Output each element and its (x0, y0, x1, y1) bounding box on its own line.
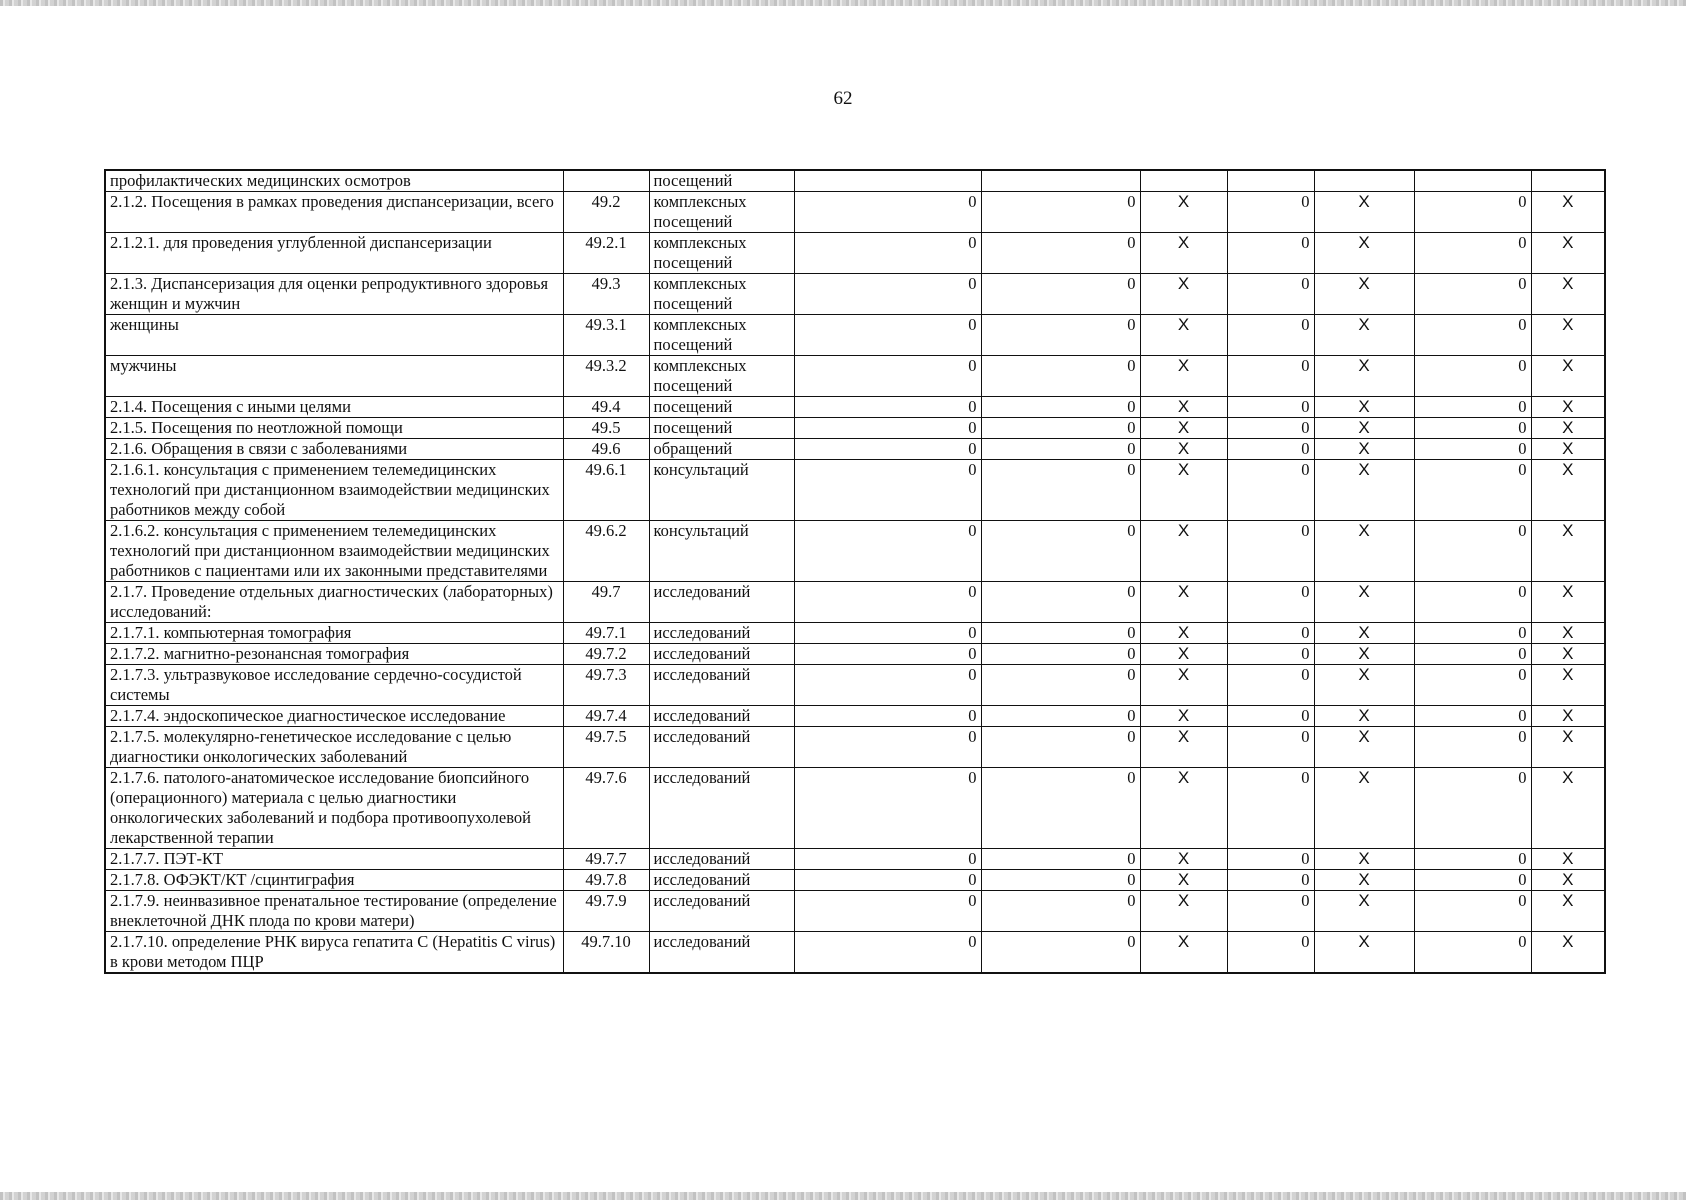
row-code-cell: 49.3.2 (563, 356, 649, 397)
table-row (105, 192, 1605, 233)
row-name-cell: 2.1.6.1. консультация с применением телемедицинских технологий при дистанционном взаимодействии медицинских работников между собой (105, 460, 563, 521)
row-value-2-cell: 0 (981, 418, 1140, 439)
row-value-5-cell: X (1314, 849, 1414, 870)
row-unit-cell: посещений (649, 397, 794, 418)
row-name-cell: 2.1.7.6. патолого-анатомическое исследование биопсийного (операционного) материала с целью диагностики онкологических заболеваний и подбора противоопухолевой лекарственной терапии (105, 768, 563, 849)
table-row (105, 623, 1605, 644)
row-value-1-cell: 0 (794, 418, 981, 439)
row-value-7-cell: X (1531, 870, 1605, 891)
row-value-5-cell: X (1314, 644, 1414, 665)
row-unit-cell: комплексных посещений (649, 192, 794, 233)
row-value-4-cell: 0 (1227, 439, 1314, 460)
scan-edge-top (0, 0, 1686, 6)
row-value-3-cell: X (1140, 315, 1227, 356)
row-value-5-cell: X (1314, 727, 1414, 768)
row-value-7-cell: X (1531, 768, 1605, 849)
row-unit-cell: исследований (649, 582, 794, 623)
row-name-cell: 2.1.7.10. определение РНК вируса гепатита С (Hepatitis C virus) в крови методом ПЦР (105, 932, 563, 974)
row-code-cell: 49.6.1 (563, 460, 649, 521)
row-value-3-cell: X (1140, 274, 1227, 315)
row-name-cell: 2.1.7.8. ОФЭКТ/КТ /сцинтиграфия (105, 870, 563, 891)
table-row (105, 460, 1605, 521)
table-row (105, 356, 1605, 397)
row-value-7-cell: X (1531, 233, 1605, 274)
row-code-cell: 49.5 (563, 418, 649, 439)
row-value-2-cell: 0 (981, 727, 1140, 768)
row-value-7-cell: X (1531, 192, 1605, 233)
row-value-1-cell: 0 (794, 932, 981, 974)
row-value-7-cell: X (1531, 665, 1605, 706)
row-unit-cell: исследований (649, 849, 794, 870)
table-row (105, 397, 1605, 418)
table-row (105, 644, 1605, 665)
row-value-1-cell: 0 (794, 706, 981, 727)
row-unit-cell: консультаций (649, 521, 794, 582)
row-unit-cell: исследований (649, 727, 794, 768)
row-unit-cell: исследований (649, 665, 794, 706)
row-value-4-cell (1227, 170, 1314, 192)
table-row (105, 665, 1605, 706)
row-unit-cell: посещений (649, 418, 794, 439)
row-value-6-cell: 0 (1414, 891, 1531, 932)
row-value-2-cell: 0 (981, 397, 1140, 418)
row-value-3-cell: X (1140, 233, 1227, 274)
row-unit-cell: консультаций (649, 460, 794, 521)
row-value-6-cell: 0 (1414, 233, 1531, 274)
row-unit-cell: исследований (649, 932, 794, 974)
table-row (105, 521, 1605, 582)
row-name-cell: 2.1.7.7. ПЭТ-КТ (105, 849, 563, 870)
row-value-4-cell: 0 (1227, 706, 1314, 727)
row-code-cell: 49.7.9 (563, 891, 649, 932)
row-value-5-cell: X (1314, 870, 1414, 891)
row-value-1-cell: 0 (794, 870, 981, 891)
row-value-7-cell: X (1531, 727, 1605, 768)
table-row (105, 870, 1605, 891)
row-name-cell: 2.1.4. Посещения с иными целями (105, 397, 563, 418)
row-code-cell: 49.3 (563, 274, 649, 315)
row-value-4-cell: 0 (1227, 356, 1314, 397)
row-value-6-cell: 0 (1414, 706, 1531, 727)
row-value-6-cell: 0 (1414, 274, 1531, 315)
row-value-6-cell: 0 (1414, 932, 1531, 974)
row-value-3-cell: X (1140, 623, 1227, 644)
row-value-1-cell: 0 (794, 192, 981, 233)
row-value-7-cell: X (1531, 644, 1605, 665)
row-value-5-cell: X (1314, 397, 1414, 418)
row-value-7-cell: X (1531, 460, 1605, 521)
row-value-2-cell: 0 (981, 274, 1140, 315)
row-value-1-cell: 0 (794, 274, 981, 315)
row-value-7-cell: X (1531, 315, 1605, 356)
row-value-1-cell: 0 (794, 727, 981, 768)
row-value-3-cell: X (1140, 891, 1227, 932)
row-value-7-cell: X (1531, 439, 1605, 460)
row-value-6-cell: 0 (1414, 356, 1531, 397)
row-unit-cell: обращений (649, 439, 794, 460)
row-unit-cell: комплексных посещений (649, 356, 794, 397)
row-value-2-cell: 0 (981, 644, 1140, 665)
row-value-3-cell: X (1140, 460, 1227, 521)
row-value-6-cell: 0 (1414, 644, 1531, 665)
row-code-cell: 49.6 (563, 439, 649, 460)
row-code-cell: 49.7 (563, 582, 649, 623)
row-value-4-cell: 0 (1227, 849, 1314, 870)
row-value-3-cell: X (1140, 582, 1227, 623)
row-value-2-cell: 0 (981, 460, 1140, 521)
table-row (105, 315, 1605, 356)
row-unit-cell: исследований (649, 768, 794, 849)
row-code-cell: 49.7.10 (563, 932, 649, 974)
row-name-cell: 2.1.5. Посещения по неотложной помощи (105, 418, 563, 439)
row-unit-cell: исследований (649, 623, 794, 644)
row-unit-cell: комплексных посещений (649, 233, 794, 274)
row-name-cell: 2.1.7.3. ультразвуковое исследование сердечно-сосудистой системы (105, 665, 563, 706)
row-code-cell: 49.6.2 (563, 521, 649, 582)
row-code-cell: 49.7.4 (563, 706, 649, 727)
row-value-7-cell: X (1531, 891, 1605, 932)
row-value-4-cell: 0 (1227, 644, 1314, 665)
row-value-1-cell: 0 (794, 768, 981, 849)
row-value-7-cell (1531, 170, 1605, 192)
row-value-5-cell: X (1314, 932, 1414, 974)
row-name-cell: 2.1.7.1. компьютерная томография (105, 623, 563, 644)
row-value-1-cell: 0 (794, 460, 981, 521)
row-value-2-cell: 0 (981, 870, 1140, 891)
row-unit-cell: комплексных посещений (649, 315, 794, 356)
row-name-cell: профилактических медицинских осмотров (105, 170, 563, 192)
row-value-3-cell: X (1140, 521, 1227, 582)
row-value-2-cell: 0 (981, 623, 1140, 644)
row-value-4-cell: 0 (1227, 768, 1314, 849)
row-value-3-cell: X (1140, 439, 1227, 460)
row-value-4-cell: 0 (1227, 521, 1314, 582)
row-value-2-cell: 0 (981, 768, 1140, 849)
row-value-3-cell: X (1140, 192, 1227, 233)
row-name-cell: 2.1.7.9. неинвазивное пренатальное тестирование (определение внеклеточной ДНК плода по крови матери) (105, 891, 563, 932)
row-value-5-cell: X (1314, 891, 1414, 932)
row-value-1-cell: 0 (794, 623, 981, 644)
row-value-3-cell: X (1140, 644, 1227, 665)
row-unit-cell: комплексных посещений (649, 274, 794, 315)
row-code-cell: 49.7.2 (563, 644, 649, 665)
row-value-2-cell: 0 (981, 356, 1140, 397)
row-value-6-cell: 0 (1414, 460, 1531, 521)
row-value-2-cell: 0 (981, 192, 1140, 233)
row-value-7-cell: X (1531, 356, 1605, 397)
row-value-5-cell: X (1314, 439, 1414, 460)
table-row (105, 418, 1605, 439)
row-value-5-cell: X (1314, 418, 1414, 439)
row-unit-cell: посещений (649, 170, 794, 192)
row-value-1-cell: 0 (794, 891, 981, 932)
row-value-2-cell: 0 (981, 315, 1140, 356)
row-value-4-cell: 0 (1227, 397, 1314, 418)
scan-edge-bottom (0, 1192, 1686, 1200)
row-name-cell: 2.1.2.1. для проведения углубленной диспансеризации (105, 233, 563, 274)
row-value-4-cell: 0 (1227, 623, 1314, 644)
row-value-7-cell: X (1531, 582, 1605, 623)
row-value-4-cell: 0 (1227, 870, 1314, 891)
row-unit-cell: исследований (649, 706, 794, 727)
row-value-5-cell: X (1314, 274, 1414, 315)
row-value-2-cell: 0 (981, 582, 1140, 623)
row-value-7-cell: X (1531, 623, 1605, 644)
row-name-cell: 2.1.7. Проведение отдельных диагностических (лабораторных) исследований: (105, 582, 563, 623)
table-row (105, 233, 1605, 274)
row-value-5-cell: X (1314, 521, 1414, 582)
row-value-4-cell: 0 (1227, 192, 1314, 233)
row-value-1-cell: 0 (794, 356, 981, 397)
table-row (105, 582, 1605, 623)
row-code-cell: 49.4 (563, 397, 649, 418)
row-value-1-cell (794, 170, 981, 192)
row-value-1-cell: 0 (794, 397, 981, 418)
row-code-cell: 49.7.5 (563, 727, 649, 768)
table-row (105, 170, 1605, 192)
row-value-6-cell: 0 (1414, 315, 1531, 356)
row-value-7-cell: X (1531, 932, 1605, 974)
row-value-2-cell: 0 (981, 932, 1140, 974)
row-value-1-cell: 0 (794, 582, 981, 623)
row-value-6-cell: 0 (1414, 768, 1531, 849)
row-value-5-cell: X (1314, 582, 1414, 623)
row-value-2-cell: 0 (981, 849, 1140, 870)
row-value-7-cell: X (1531, 397, 1605, 418)
row-value-3-cell: X (1140, 932, 1227, 974)
row-name-cell: 2.1.7.2. магнитно-резонансная томография (105, 644, 563, 665)
row-value-4-cell: 0 (1227, 274, 1314, 315)
row-value-1-cell: 0 (794, 849, 981, 870)
row-unit-cell: исследований (649, 891, 794, 932)
row-value-5-cell: X (1314, 665, 1414, 706)
row-name-cell: 2.1.7.4. эндоскопическое диагностическое исследование (105, 706, 563, 727)
row-value-7-cell: X (1531, 418, 1605, 439)
row-value-6-cell: 0 (1414, 623, 1531, 644)
row-value-5-cell (1314, 170, 1414, 192)
table-row (105, 768, 1605, 849)
row-code-cell: 49.7.3 (563, 665, 649, 706)
row-value-5-cell: X (1314, 768, 1414, 849)
page-number: 62 (833, 88, 853, 109)
row-value-1-cell: 0 (794, 644, 981, 665)
row-value-1-cell: 0 (794, 233, 981, 274)
row-code-cell: 49.7.7 (563, 849, 649, 870)
row-value-6-cell: 0 (1414, 727, 1531, 768)
row-value-2-cell: 0 (981, 521, 1140, 582)
table-row (105, 274, 1605, 315)
row-value-4-cell: 0 (1227, 665, 1314, 706)
row-value-5-cell: X (1314, 623, 1414, 644)
row-value-3-cell: X (1140, 768, 1227, 849)
row-value-7-cell: X (1531, 521, 1605, 582)
data-table (104, 169, 1606, 974)
row-name-cell: 2.1.6.2. консультация с применением телемедицинских технологий при дистанционном взаимодействии медицинских работников с пациентами или их законными представителями (105, 521, 563, 582)
row-value-1-cell: 0 (794, 315, 981, 356)
row-value-6-cell: 0 (1414, 439, 1531, 460)
row-value-6-cell (1414, 170, 1531, 192)
row-value-4-cell: 0 (1227, 891, 1314, 932)
row-value-2-cell: 0 (981, 665, 1140, 706)
row-value-6-cell: 0 (1414, 582, 1531, 623)
row-code-cell: 49.3.1 (563, 315, 649, 356)
row-unit-cell: исследований (649, 870, 794, 891)
row-value-5-cell: X (1314, 706, 1414, 727)
row-name-cell: мужчины (105, 356, 563, 397)
row-value-3-cell (1140, 170, 1227, 192)
row-value-6-cell: 0 (1414, 849, 1531, 870)
row-value-3-cell: X (1140, 706, 1227, 727)
table-row (105, 727, 1605, 768)
row-value-2-cell: 0 (981, 706, 1140, 727)
row-value-3-cell: X (1140, 665, 1227, 706)
table-row (105, 706, 1605, 727)
row-unit-cell: исследований (649, 644, 794, 665)
row-value-4-cell: 0 (1227, 582, 1314, 623)
row-value-5-cell: X (1314, 460, 1414, 521)
row-name-cell: 2.1.2. Посещения в рамках проведения диспансеризации, всего (105, 192, 563, 233)
row-value-7-cell: X (1531, 274, 1605, 315)
row-value-3-cell: X (1140, 356, 1227, 397)
table-row (105, 891, 1605, 932)
row-value-4-cell: 0 (1227, 315, 1314, 356)
row-value-6-cell: 0 (1414, 665, 1531, 706)
row-name-cell: 2.1.3. Диспансеризация для оценки репродуктивного здоровья женщин и мужчин (105, 274, 563, 315)
row-code-cell: 49.7.6 (563, 768, 649, 849)
row-value-2-cell (981, 170, 1140, 192)
row-value-5-cell: X (1314, 233, 1414, 274)
row-value-7-cell: X (1531, 706, 1605, 727)
row-value-6-cell: 0 (1414, 192, 1531, 233)
row-value-1-cell: 0 (794, 521, 981, 582)
row-value-3-cell: X (1140, 418, 1227, 439)
row-value-4-cell: 0 (1227, 418, 1314, 439)
row-value-3-cell: X (1140, 849, 1227, 870)
row-value-6-cell: 0 (1414, 521, 1531, 582)
row-value-6-cell: 0 (1414, 418, 1531, 439)
row-value-4-cell: 0 (1227, 727, 1314, 768)
row-value-1-cell: 0 (794, 665, 981, 706)
row-value-6-cell: 0 (1414, 397, 1531, 418)
row-value-2-cell: 0 (981, 233, 1140, 274)
table-row (105, 932, 1605, 974)
row-code-cell: 49.7.8 (563, 870, 649, 891)
table-row (105, 849, 1605, 870)
row-value-4-cell: 0 (1227, 460, 1314, 521)
row-code-cell: 49.2.1 (563, 233, 649, 274)
row-value-7-cell: X (1531, 849, 1605, 870)
row-code-cell: 49.7.1 (563, 623, 649, 644)
row-value-1-cell: 0 (794, 439, 981, 460)
row-value-5-cell: X (1314, 315, 1414, 356)
row-value-2-cell: 0 (981, 439, 1140, 460)
row-value-5-cell: X (1314, 356, 1414, 397)
row-value-6-cell: 0 (1414, 870, 1531, 891)
row-name-cell: 2.1.6. Обращения в связи с заболеваниями (105, 439, 563, 460)
row-code-cell: 49.2 (563, 192, 649, 233)
row-value-2-cell: 0 (981, 891, 1140, 932)
row-name-cell: женщины (105, 315, 563, 356)
row-value-3-cell: X (1140, 397, 1227, 418)
table-row (105, 439, 1605, 460)
row-name-cell: 2.1.7.5. молекулярно-генетическое исследование с целью диагностики онкологических заболеваний (105, 727, 563, 768)
row-code-cell (563, 170, 649, 192)
row-value-3-cell: X (1140, 727, 1227, 768)
row-value-3-cell: X (1140, 870, 1227, 891)
row-value-4-cell: 0 (1227, 932, 1314, 974)
row-value-5-cell: X (1314, 192, 1414, 233)
row-value-4-cell: 0 (1227, 233, 1314, 274)
